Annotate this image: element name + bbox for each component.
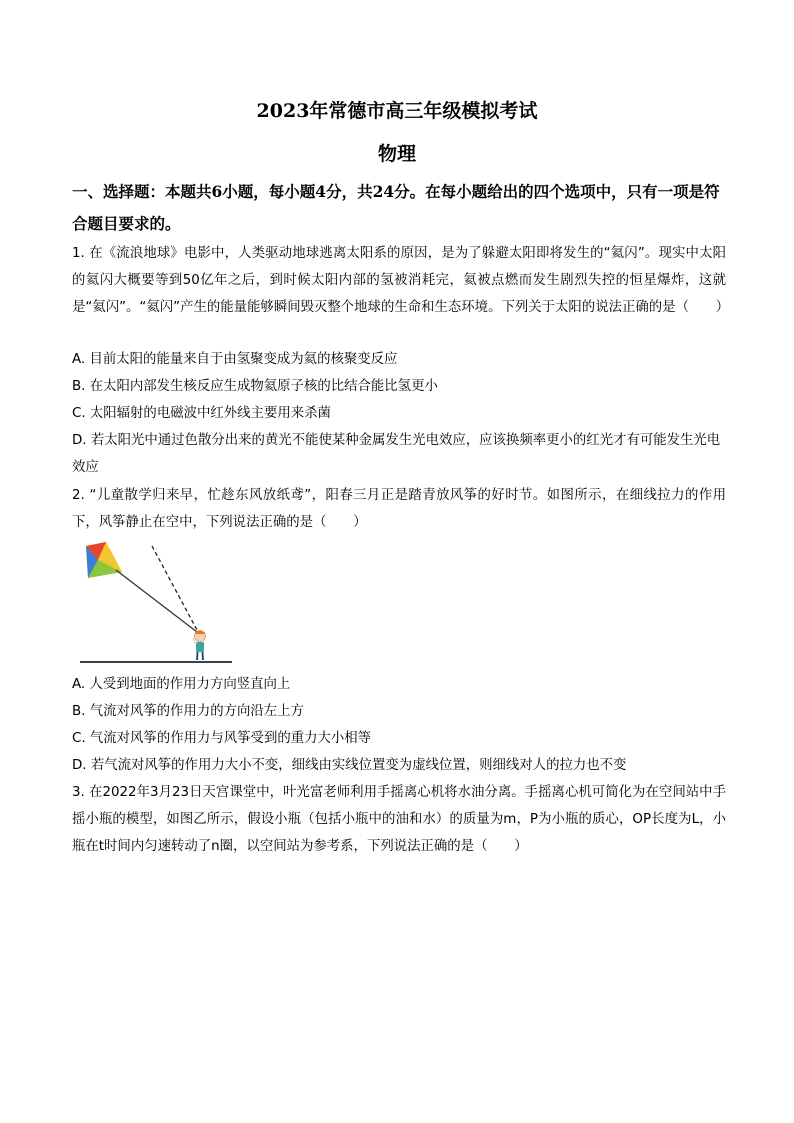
exam-title: 2023年常德市高三年级模拟考试 bbox=[256, 100, 538, 122]
question-1-option-c: C. 太阳辐射的电磁波中红外线主要用来杀菌 bbox=[72, 406, 331, 421]
question-2-option-c: C. 气流对风筝的作用力与风筝受到的重力大小相等 bbox=[72, 731, 372, 746]
person-icon bbox=[193, 631, 206, 661]
question-3-stem: 3. 在2022年3月23日天宫课堂中，叶光富老师利用手摇离心机将水油分离。手摇离心机可简化为在空间站中手摇小瓶的模型，如图乙所示，假设小瓶（包括小瓶中的油和水）的质量为m，P为小瓶的质心，OP长度为L，小瓶在t时间内匀速转动了n圈，以空间站为参考系，下列说法正确的是（ ） bbox=[72, 785, 726, 854]
kite-icon bbox=[86, 542, 122, 578]
question-2-option-b: B. 气流对风筝的作用力的方向沿左上方 bbox=[72, 704, 304, 719]
question-1-stem: 1. 在《流浪地球》电影中，人类驱动地球逃离太阳系的原因，是为了躲避太阳即将发生的“氦闪”。现实中太阳的氦闪大概要等到50亿年之后，到时候太阳内部的氢被消耗完，氦被点燃而发生剧烈失控的恒星爆炸，这就是“氦闪”。“氦闪”产生的能量能够瞬间毁灭整个地球的生命和生态环境。下列关于太阳的说法正确的是（ ） bbox=[72, 246, 730, 315]
kite-string-solid bbox=[116, 570, 197, 632]
question-1-option-d: D. 若太阳光中通过色散分出来的黄光不能使某种金属发生光电效应，应该换频率更小的红光才有可能发生光电效应 bbox=[72, 433, 721, 475]
section-heading: 一、选择题：本题共6小题，每小题4分，共24分。在每小题给出的四个选项中，只有一项是符合题目要求的。 bbox=[72, 182, 720, 233]
question-2-stem: 2. “儿童散学归来早，忙趁东风放纸鸢”，阳春三月正是踏青放风筝的好时节。如图所示，在细线拉力的作用下，风筝静止在空中，下列说法正确的是（ ） bbox=[72, 488, 726, 530]
kite-figure bbox=[76, 538, 236, 666]
question-1-option-a: A. 目前太阳的能量来自于由氢聚变成为氦的核聚变反应 bbox=[72, 352, 398, 367]
kite-string-dashed bbox=[152, 546, 197, 630]
exam-subject: 物理 bbox=[377, 143, 416, 165]
question-2-option-d: D. 若气流对风筝的作用力大小不变，细线由实线位置变为虚线位置，则细线对人的拉力也不变 bbox=[72, 758, 627, 773]
question-1-option-b: B. 在太阳内部发生核反应生成物氦原子核的比结合能比氢更小 bbox=[72, 379, 438, 394]
question-2-option-a: A. 人受到地面的作用力方向竖直向上 bbox=[72, 677, 291, 692]
